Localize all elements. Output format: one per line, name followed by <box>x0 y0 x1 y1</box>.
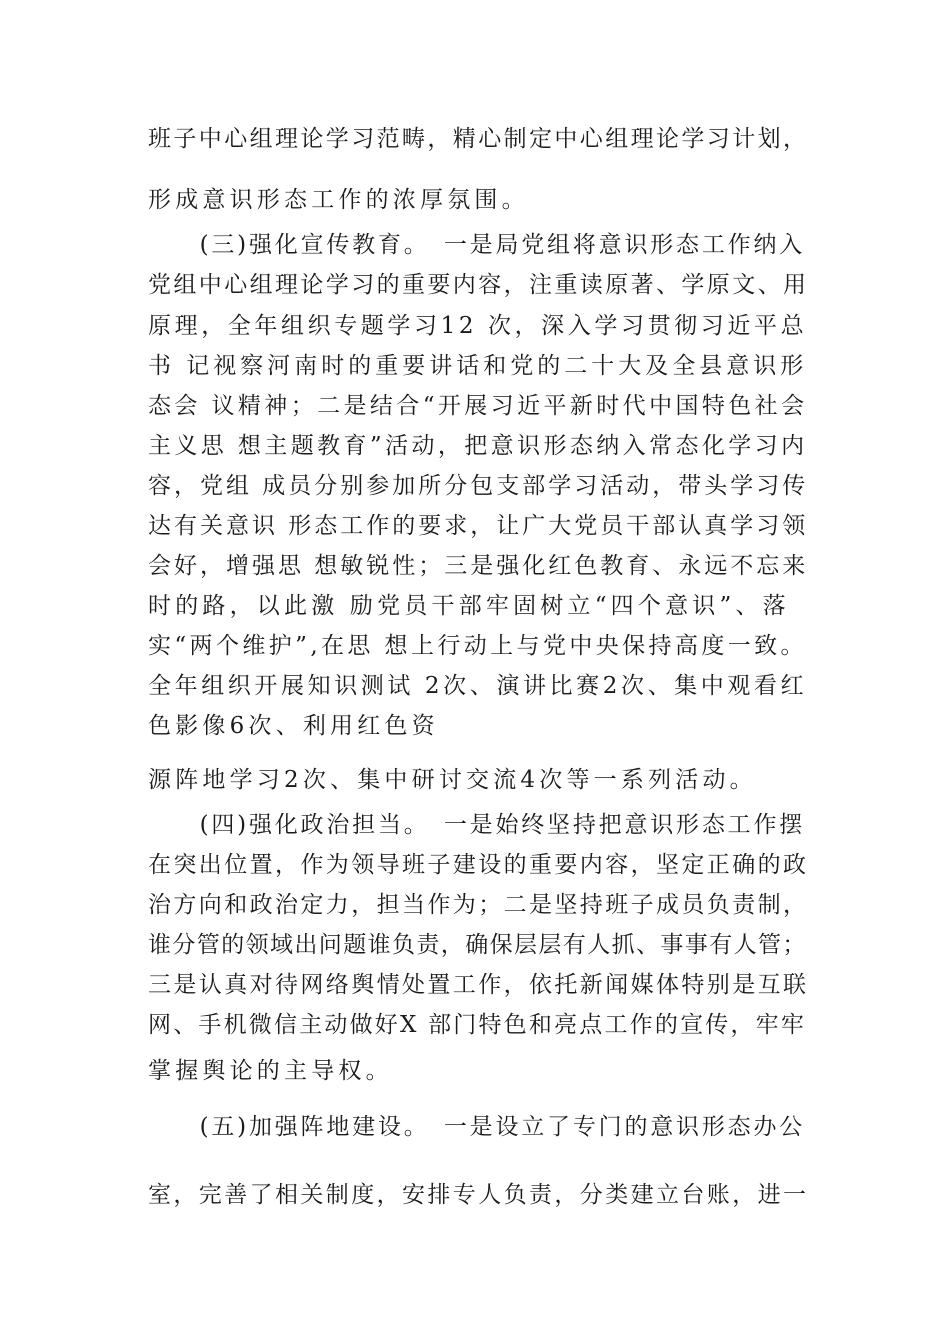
text-line: 三是认真对待网络舆情处置工作，依托新闻媒体特别是互联 <box>148 972 809 998</box>
text-line: (四)强化政治担当。 一是始终坚持把意识形态工作摆 <box>148 812 806 838</box>
text-line: 时的路，以此激 励党员干部牢固树立“四个意识”、落 <box>148 593 790 619</box>
text-line: 全年组织开展知识测试 2次、演讲比赛2次、集中观看红 <box>148 673 808 699</box>
text-line: 实“两个维护”,在思 想上行动上与党中央保持高度一致。 <box>148 633 807 659</box>
text-line: 形成意识形态工作的浓厚氛围。 <box>148 187 529 213</box>
text-line: 书 记视察河南时的重要讲话和党的二十大及全县意识形 <box>148 353 808 379</box>
text-line: 容，党组 成员分别参加所分包支部学习活动，带头学习传 <box>148 473 809 499</box>
text-line: 色影像6次、利用红色资 <box>148 713 439 739</box>
text-line: 主义思 想主题教育”活动，把意识形态纳入常态化学习内 <box>148 433 808 459</box>
text-line: 态会 议精神；二是结合“开展习近平新时代中国特色社会 <box>148 393 808 419</box>
text-line: 源阵地学习2次、集中研讨交流4次等一系列活动。 <box>148 767 757 793</box>
text-line: 党组中心组理论学习的重要内容，注重读原著、学原文、用 <box>148 272 809 298</box>
text-line: 掌握舆论的主导权。 <box>148 1058 393 1084</box>
text-line: (三)强化宣传教育。 一是局党组将意识形态工作纳入 <box>148 232 806 258</box>
text-line: 室，完善了相关制度，安排专人负责，分类建立台账，进一 <box>148 1182 809 1208</box>
text-line: 会好，增强思 想敏锐性；三是强化红色教育、永远不忘来 <box>148 553 809 579</box>
text-line: 在突出位置，作为领导班子建设的重要内容，坚定正确的政 <box>148 852 809 878</box>
text-line: 网、手机微信主动做好X 部门特色和亮点工作的宣传，牢牢 <box>148 1012 807 1038</box>
text-line: 谁分管的领域出问题谁负责，确保层层有人抓、事事有人管； <box>148 932 807 958</box>
text-line: 班子中心组理论学习范畴，精心制定中心组理论学习计划， <box>148 126 809 152</box>
text-line: 原理，全年组织专题学习12 次，深入学习贯彻习近平总 <box>148 313 808 339</box>
text-line: (五)加强阵地建设。 一是设立了专门的意识形态办公 <box>148 1114 806 1140</box>
text-line: 治方向和政治定力，担当作为；二是坚持班子成员负责制， <box>148 892 809 918</box>
text-line: 达有关意识 形态工作的要求，让广大党员干部认真学习领 <box>148 513 809 539</box>
